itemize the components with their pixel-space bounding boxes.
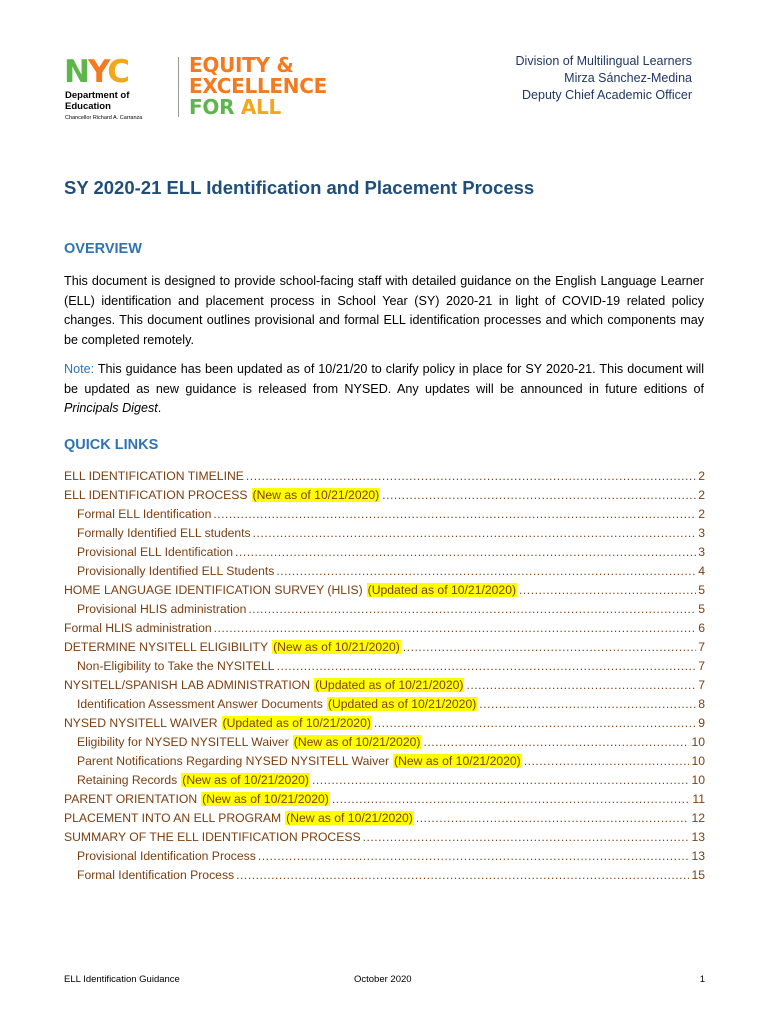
quick-links-list xyxy=(64,466,705,884)
dot-leader xyxy=(253,526,697,540)
equity-line-3 xyxy=(189,97,327,118)
dot-leader xyxy=(524,754,690,768)
update-flag-highlight: (Updated as of 10/21/2020) xyxy=(222,715,371,730)
quick-link-page-number[interactable]: 5 xyxy=(698,601,705,616)
quick-link-label[interactable]: PARENT ORIENTATION xyxy=(64,791,198,806)
dot-leader xyxy=(236,868,689,882)
quick-link-item[interactable] xyxy=(64,523,705,542)
quick-link-page-number[interactable]: 2 xyxy=(698,487,705,502)
quick-link-page-number[interactable]: 6 xyxy=(698,620,705,635)
quick-link-page-number[interactable]: 12 xyxy=(691,810,705,825)
dot-leader xyxy=(277,659,697,673)
division-name: Division of Multilingual Learners xyxy=(515,54,692,68)
dot-leader xyxy=(519,583,696,597)
quick-link-item[interactable] xyxy=(64,827,705,846)
quick-link-page-number[interactable]: 4 xyxy=(698,563,705,578)
quick-link-item[interactable] xyxy=(64,694,705,713)
dot-leader xyxy=(235,545,696,559)
quick-link-label[interactable]: HOME LANGUAGE IDENTIFICATION SURVEY (HLIS) xyxy=(64,582,363,597)
quick-link-label[interactable]: Eligibility for NYSED NYSITELL Waiver xyxy=(77,734,289,749)
dot-leader xyxy=(258,849,690,863)
dot-leader xyxy=(248,602,696,616)
quick-link-page-number[interactable]: 10 xyxy=(691,772,705,787)
quick-link-label[interactable]: Formal HLIS administration xyxy=(64,620,212,635)
page-header xyxy=(0,0,768,140)
quick-link-page-number[interactable]: 10 xyxy=(691,753,705,768)
quick-link-page-number[interactable]: 2 xyxy=(698,468,705,483)
logo-divider xyxy=(178,57,179,117)
dot-leader xyxy=(332,792,690,806)
note-label: Note: xyxy=(64,362,95,376)
quick-link-label[interactable]: Retaining Records xyxy=(77,772,178,787)
quick-link-page-number[interactable]: 2 xyxy=(698,506,705,521)
quick-link-item[interactable] xyxy=(64,656,705,675)
equity-line-1: EQUITY & xyxy=(189,53,294,77)
quick-link-label[interactable]: Formal Identification Process xyxy=(77,867,235,882)
quick-link-label[interactable]: Non-Eligibility to Take the NYSITELL xyxy=(77,658,275,673)
footer-page-number: 1 xyxy=(699,974,705,985)
quick-link-item[interactable] xyxy=(64,618,705,637)
quick-link-page-number[interactable]: 3 xyxy=(698,544,705,559)
quick-link-item[interactable] xyxy=(64,808,705,827)
equity-line-2: EXCELLENCE xyxy=(189,74,327,98)
doe-line-1: Department of xyxy=(65,90,130,101)
quick-link-item[interactable] xyxy=(64,466,705,485)
dot-leader xyxy=(246,469,696,483)
quick-link-label[interactable]: Formal ELL Identification xyxy=(77,506,212,521)
quick-link-item[interactable] xyxy=(64,713,705,732)
quick-links-heading: QUICK LINKS xyxy=(64,437,159,453)
footer-doc-title: ELL Identification Guidance xyxy=(64,974,180,985)
update-flag-highlight: (New as of 10/21/2020) xyxy=(182,772,309,787)
quick-link-label[interactable]: DETERMINE NYSITELL ELIGIBILITY xyxy=(64,639,269,654)
nyc-letter-y: Y xyxy=(87,54,108,90)
note-text: This guidance has been updated as of 10/21/20 to clarify policy in place for SY 2020-21. This document will be updated as new guidance is released from NYSED. Any updates will be announced in future editions of xyxy=(64,362,704,396)
quick-link-page-number[interactable]: 7 xyxy=(698,677,705,692)
dot-leader xyxy=(416,811,690,825)
quick-link-item[interactable] xyxy=(64,561,705,580)
quick-link-item[interactable] xyxy=(64,770,705,789)
overview-heading: OVERVIEW xyxy=(64,241,142,257)
quick-link-item[interactable] xyxy=(64,485,705,504)
quick-link-label[interactable]: PLACEMENT INTO AN ELL PROGRAM xyxy=(64,810,282,825)
division-block xyxy=(516,53,692,104)
quick-link-page-number[interactable]: 15 xyxy=(691,867,705,882)
nyc-wordmark xyxy=(64,55,128,89)
quick-link-page-number[interactable]: 11 xyxy=(692,791,705,806)
dot-leader xyxy=(403,640,696,654)
note-end: . xyxy=(157,401,162,415)
page-footer xyxy=(64,974,705,988)
quick-link-page-number[interactable]: 3 xyxy=(698,525,705,540)
update-flag-highlight: (New as of 10/21/2020) xyxy=(252,487,380,502)
quick-link-label[interactable]: Identification Assessment Answer Documents xyxy=(77,696,323,711)
quick-link-item[interactable] xyxy=(64,542,705,561)
quick-link-page-number[interactable]: 5 xyxy=(698,582,705,597)
officer-role: Deputy Chief Academic Officer xyxy=(522,88,692,102)
quick-link-label[interactable]: NYSED NYSITELL WAIVER xyxy=(64,715,218,730)
dot-leader xyxy=(466,678,696,692)
quick-link-label[interactable]: Parent Notifications Regarding NYSED NYSITELL Waiver xyxy=(77,753,390,768)
update-flag-highlight: (New as of 10/21/2020) xyxy=(273,639,400,654)
quick-link-label[interactable]: SUMMARY OF THE ELL IDENTIFICATION PROCESS xyxy=(64,829,361,844)
quick-link-item[interactable] xyxy=(64,637,705,656)
update-flag-highlight: (Updated as of 10/21/2020) xyxy=(367,582,517,597)
quick-link-page-number[interactable]: 9 xyxy=(698,715,705,730)
dot-leader xyxy=(276,564,696,578)
quick-link-page-number[interactable]: 13 xyxy=(691,829,705,844)
update-flag-highlight: (New as of 10/21/2020) xyxy=(394,753,521,768)
quick-link-label[interactable]: NYSITELL/SPANISH LAB ADMINISTRATION xyxy=(64,677,311,692)
quick-link-item[interactable] xyxy=(64,789,705,808)
note-italic: Principals Digest xyxy=(64,401,158,415)
quick-link-label[interactable]: Provisional Identification Process xyxy=(77,848,256,863)
quick-link-page-number[interactable]: 10 xyxy=(691,734,705,749)
chancellor-line: Chancellor Richard A. Carranza xyxy=(65,115,143,121)
equity-for: FOR xyxy=(189,95,241,119)
note-paragraph xyxy=(64,360,704,419)
doe-line-2: Education xyxy=(65,101,111,112)
update-flag-highlight: (New as of 10/21/2020) xyxy=(293,734,421,749)
quick-link-page-number[interactable]: 7 xyxy=(698,639,705,654)
dot-leader xyxy=(382,488,696,502)
nyc-letter-n: N xyxy=(64,54,88,90)
dot-leader xyxy=(213,507,696,521)
quick-link-item[interactable] xyxy=(64,865,705,884)
quick-link-label[interactable]: Formally Identified ELL students xyxy=(77,525,251,540)
equity-excellence-wordmark xyxy=(189,55,327,118)
update-flag-highlight: (New as of 10/21/2020) xyxy=(202,791,329,806)
update-flag-highlight: (New as of 10/21/2020) xyxy=(286,810,413,825)
quick-link-label[interactable]: ELL IDENTIFICATION TIMELINE xyxy=(64,468,244,483)
quick-link-label[interactable]: Provisional ELL Identification xyxy=(77,544,234,559)
update-flag-highlight: (Updated as of 10/21/2020) xyxy=(315,677,464,692)
quick-link-label[interactable]: Provisionally Identified ELL Students xyxy=(77,563,275,578)
officer-name: Mirza Sánchez-Medina xyxy=(564,71,692,85)
nyc-doe-logo xyxy=(64,55,344,125)
quick-link-item[interactable] xyxy=(64,751,705,770)
footer-date: October 2020 xyxy=(354,974,412,985)
page-title: SY 2020-21 ELL Identification and Placement Process xyxy=(64,177,535,198)
quick-link-item[interactable] xyxy=(64,732,705,751)
quick-link-item[interactable] xyxy=(64,504,705,523)
quick-link-page-number[interactable]: 8 xyxy=(698,696,705,711)
dot-leader xyxy=(479,697,696,711)
overview-paragraph: This document is designed to provide school-facing staff with detailed guidance on the English Language Learner (ELL) identification and placement process in School Year (SY) 2020-21 in light of COVID-19 related policy changes. This document outlines provisional and formal ELL identification processes and which components may be completed remotely. xyxy=(64,274,704,347)
dot-leader xyxy=(312,773,689,787)
quick-link-label[interactable]: Provisional HLIS administration xyxy=(77,601,247,616)
quick-link-item[interactable] xyxy=(64,675,705,694)
dot-leader xyxy=(423,735,689,749)
quick-link-label[interactable]: ELL IDENTIFICATION PROCESS xyxy=(64,487,248,502)
quick-link-item[interactable] xyxy=(64,580,705,599)
update-flag-highlight: (Updated as of 10/21/2020) xyxy=(327,696,477,711)
dot-leader xyxy=(374,716,696,730)
equity-all: ALL xyxy=(240,95,281,119)
quick-link-page-number[interactable]: 13 xyxy=(691,848,705,863)
quick-link-page-number[interactable]: 7 xyxy=(698,658,705,673)
quick-link-item[interactable] xyxy=(64,846,705,865)
dot-leader xyxy=(363,830,690,844)
quick-link-item[interactable] xyxy=(64,599,705,618)
dot-leader xyxy=(214,621,697,635)
nyc-letter-c: C xyxy=(107,54,129,90)
